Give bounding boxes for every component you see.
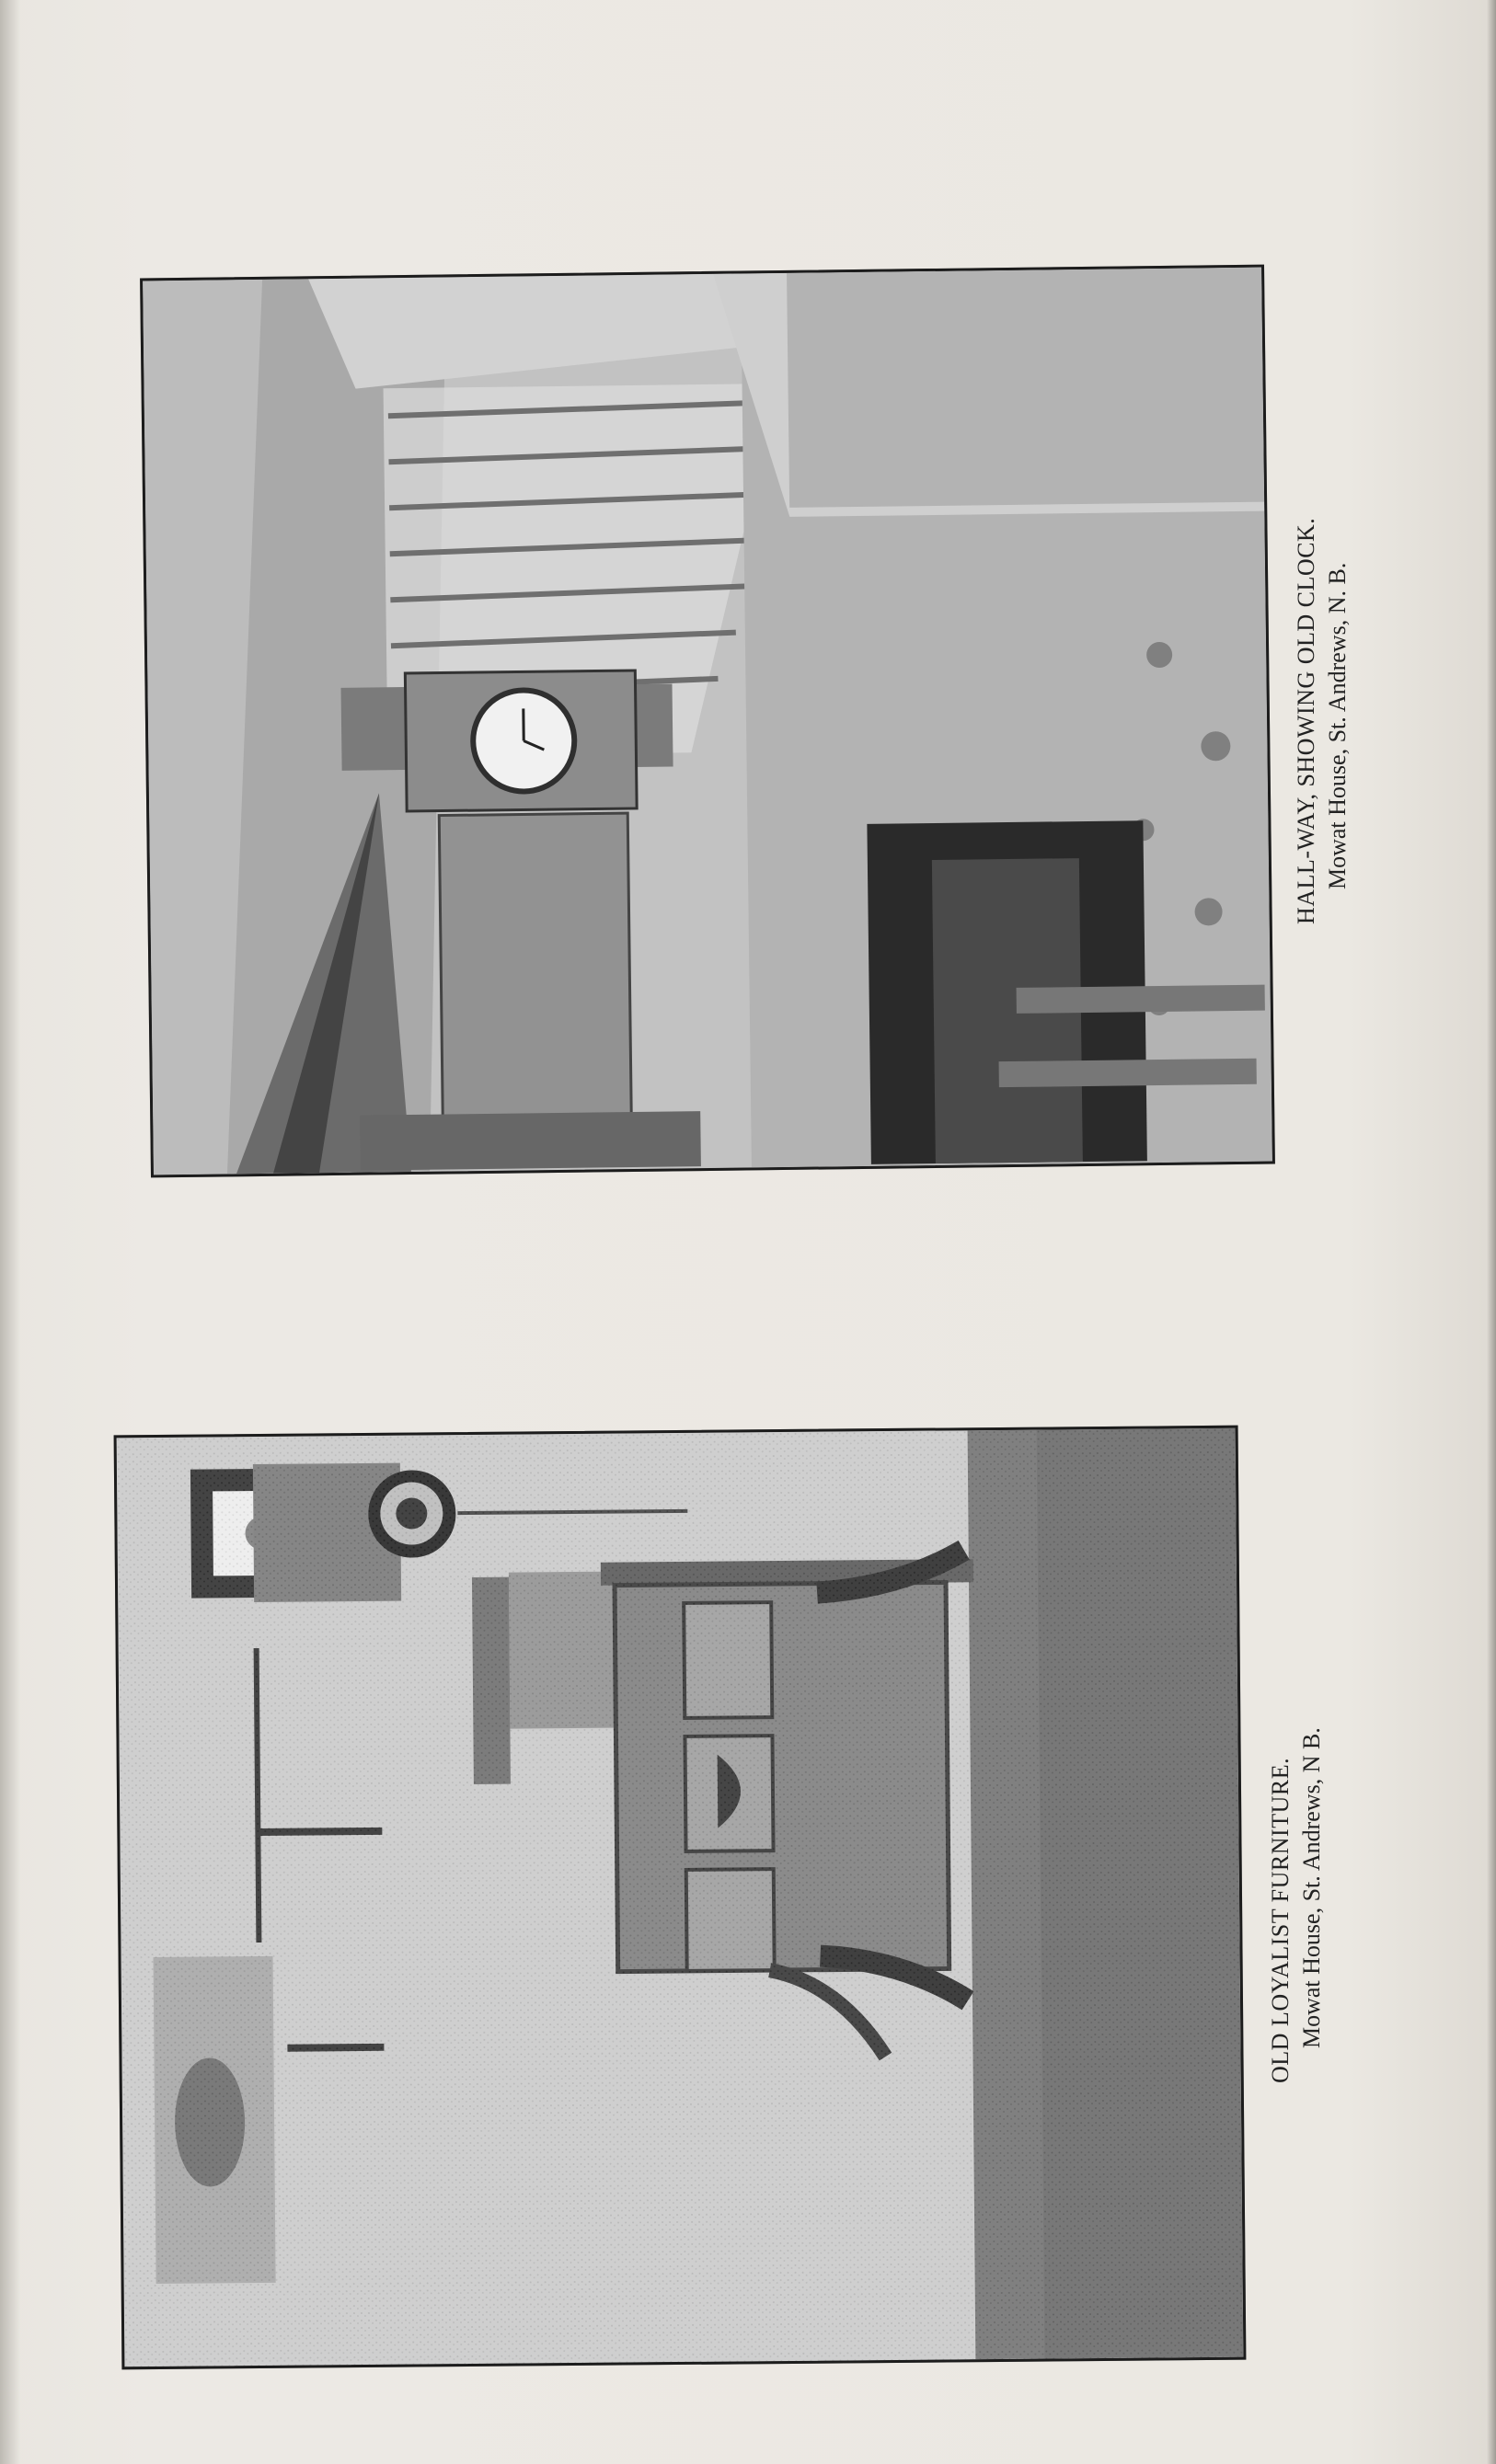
hallway-photo-image [143, 268, 1272, 1175]
furniture-caption [1267, 1727, 1326, 2083]
hallway-caption-title: HALL-WAY, SHOWING OLD CLOCK. [1293, 517, 1319, 924]
page-edge [1487, 0, 1496, 2464]
hallway-caption [1293, 518, 1352, 924]
furniture-caption-title: OLD LOYALIST FURNITURE. [1267, 1757, 1294, 2083]
furniture-photo-image [117, 1428, 1244, 2367]
hallway-photo [140, 265, 1275, 1178]
furniture-photo [114, 1426, 1247, 2370]
binding-shadow [0, 0, 20, 2464]
hallway-caption-location: Mowat House, St. Andrews, N. B. [1324, 562, 1351, 889]
furniture-caption-location: Mowat House, St. Andrews, N B. [1298, 1727, 1325, 2048]
